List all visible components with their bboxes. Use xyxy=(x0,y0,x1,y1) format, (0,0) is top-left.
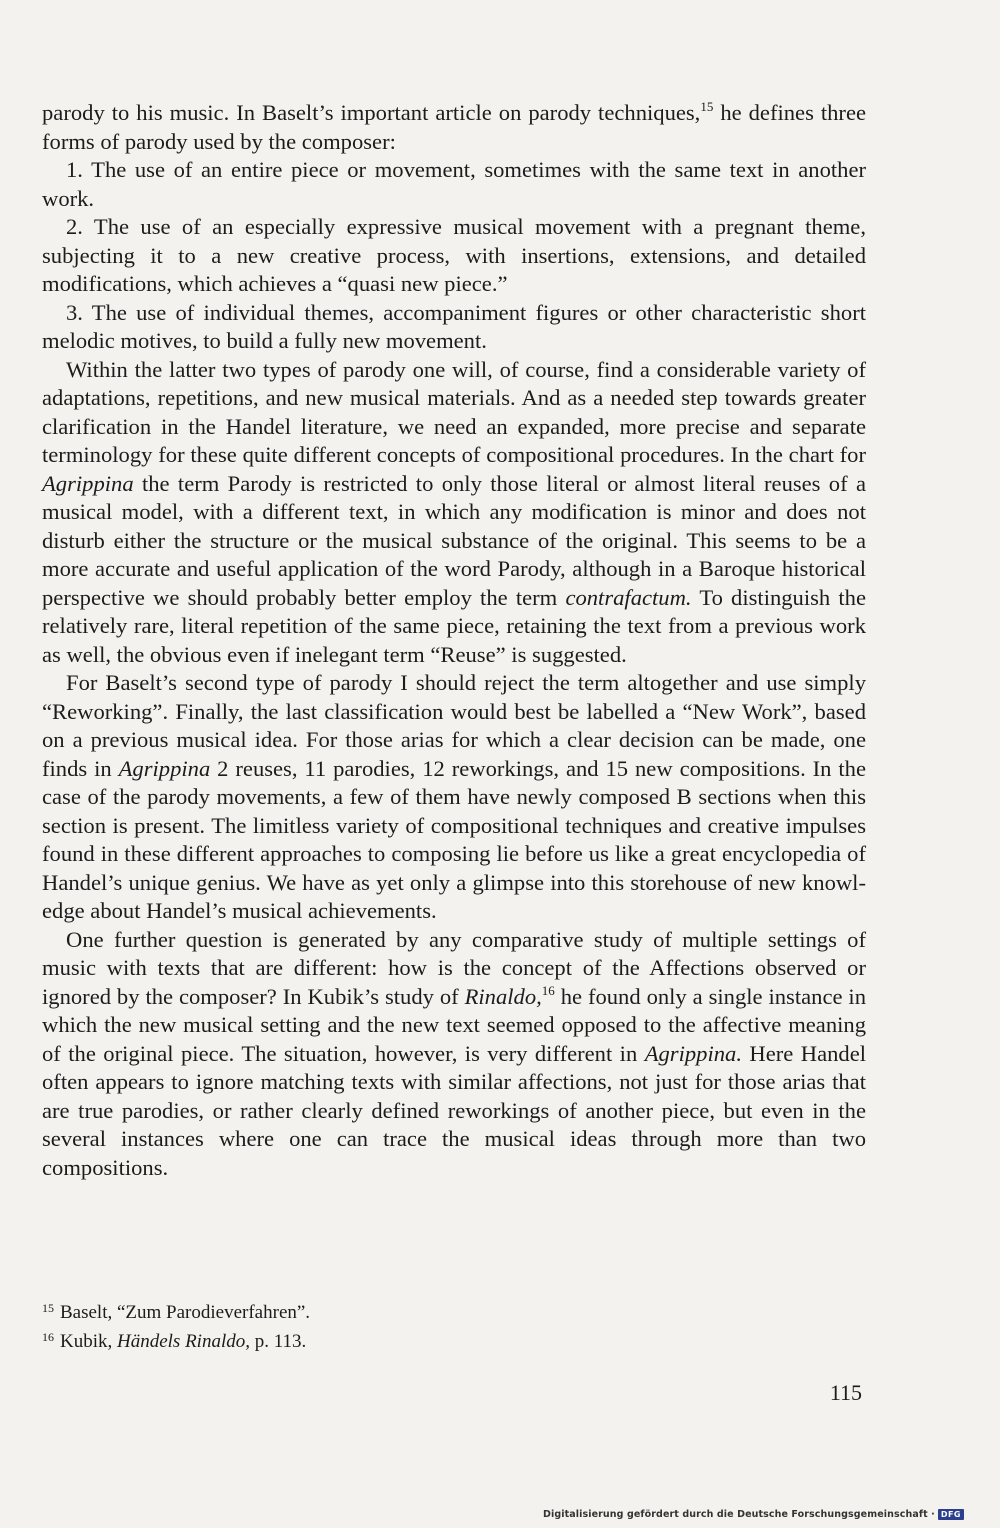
footnote xyxy=(42,1296,842,1325)
paragraph xyxy=(42,99,866,156)
page-number: 115 xyxy=(829,1380,862,1405)
footnote-ref: 16 xyxy=(541,982,555,998)
italic-term: contrafactum. xyxy=(565,584,692,610)
footnote-number: 15 xyxy=(42,1301,54,1315)
paragraph: 1. The use of an entire piece or movement, sometimes with the same text in another work. xyxy=(42,157,866,211)
footnote xyxy=(42,1325,842,1354)
footnote-text: p. 113. xyxy=(250,1331,307,1352)
footnote-text: Baselt, “Zum Parodieverfahren”. xyxy=(60,1302,311,1323)
footnote-text: Kubik, xyxy=(60,1331,117,1352)
text-run: To distinguish the relatively rare, literal repetition of the same piece, retaining the text from a previous work as well, the obvious even if inelegant term “Reuse” is suggested. xyxy=(42,584,867,667)
text-run: One further question is generated by any comparative study of multiple settings of music with texts that are different: how is the concept of the Affections observed or ignored by the composer? In Kubik’s study of xyxy=(42,926,866,1009)
text-run: Within the latter two types of parody one will, of course, find a considerable variety of adaptations, repetitions, and new musical materials. And as a needed step towards greater clarification in the Handel literature, we need an expanded, more precise and separate terminology for these quite different concepts of compositional procedures. In the chart for xyxy=(42,356,866,467)
text-run: parody to his music. In Baselt’s important article on parody techniques, xyxy=(42,100,701,125)
paragraph: 3. The use of individual themes, accompaniment figures or other characteristic short melodic motives, to build a fully new movement. xyxy=(42,299,866,353)
funding-note xyxy=(543,1509,964,1520)
footnote-ref: 15 xyxy=(700,99,714,114)
italic-title: Agrippina. xyxy=(644,1040,742,1066)
funding-text: Digitalisierung gefördert durch die Deutsche Forschungsgemeinschaft · xyxy=(543,1509,935,1520)
italic-title: Agrippina xyxy=(118,755,211,781)
text-run: 2 reuses, 11 parodies, 12 reworkings, and 15 new compositions. In the case of the parody movements, a few of them have newly composed B sections when this section is present. The limitless variety of compositional techniques and creative impulses found in these different approaches to composing lie before us like a great encyclopedia of Handel’s unique genius. We have as yet only a glimpse into this storehouse of new knowledge about Handel’s musical achievements. xyxy=(42,755,866,923)
paragraph: 2. The use of an especially expressive musical movement with a pregnant theme, subjecting it to a new creative process, with insertions, extensions, and detailed modifications, which achieves a “quasi new piece.” xyxy=(42,214,866,296)
footnotes xyxy=(42,1296,842,1354)
text-run: For Baselt’s second type of parody I should reject the term altogether and use simply “Reworking”. Finally, the last classification would best be labelled a “New Work”, based on a previous musical idea. For those arias for which a clear decision can be made, one finds in xyxy=(42,670,866,781)
paragraph xyxy=(42,926,866,1183)
footnote-number: 16 xyxy=(42,1330,54,1344)
paragraph xyxy=(42,669,866,926)
footnote-italic: Händels Rinaldo, xyxy=(117,1331,250,1352)
italic-title: Agrippina xyxy=(42,470,134,496)
dfg-logo-icon: DFG xyxy=(938,1509,964,1520)
text-run: he found only a single instance in which the new musical setting and the new text seemed opposed to the affective meaning of the original piece. The situation, however, is very different in xyxy=(42,983,866,1066)
text-run: he defines three forms of parody used by the composer: xyxy=(42,100,867,154)
text-run: Here Handel often appears to ignore matching texts with similar affections, not just for those arias that are true parodies, or rather clearly defined reworkings of another piece, but even in the several instances where one can trace the musical ideas through more than two compositions. xyxy=(42,1040,867,1180)
body-text xyxy=(42,99,866,1182)
paragraph xyxy=(42,356,866,670)
text-run: the term Parody is restricted to only those literal or almost literal reuses of a musical model, with a different text, in which any modification is minor and does not disturb either the structure or the musical substance of the original. This seems to be a more accurate and useful application of the word Parody, although in a Baroque historical perspective we should probably better employ the term xyxy=(42,470,866,610)
italic-title: Rinaldo, xyxy=(464,983,542,1009)
